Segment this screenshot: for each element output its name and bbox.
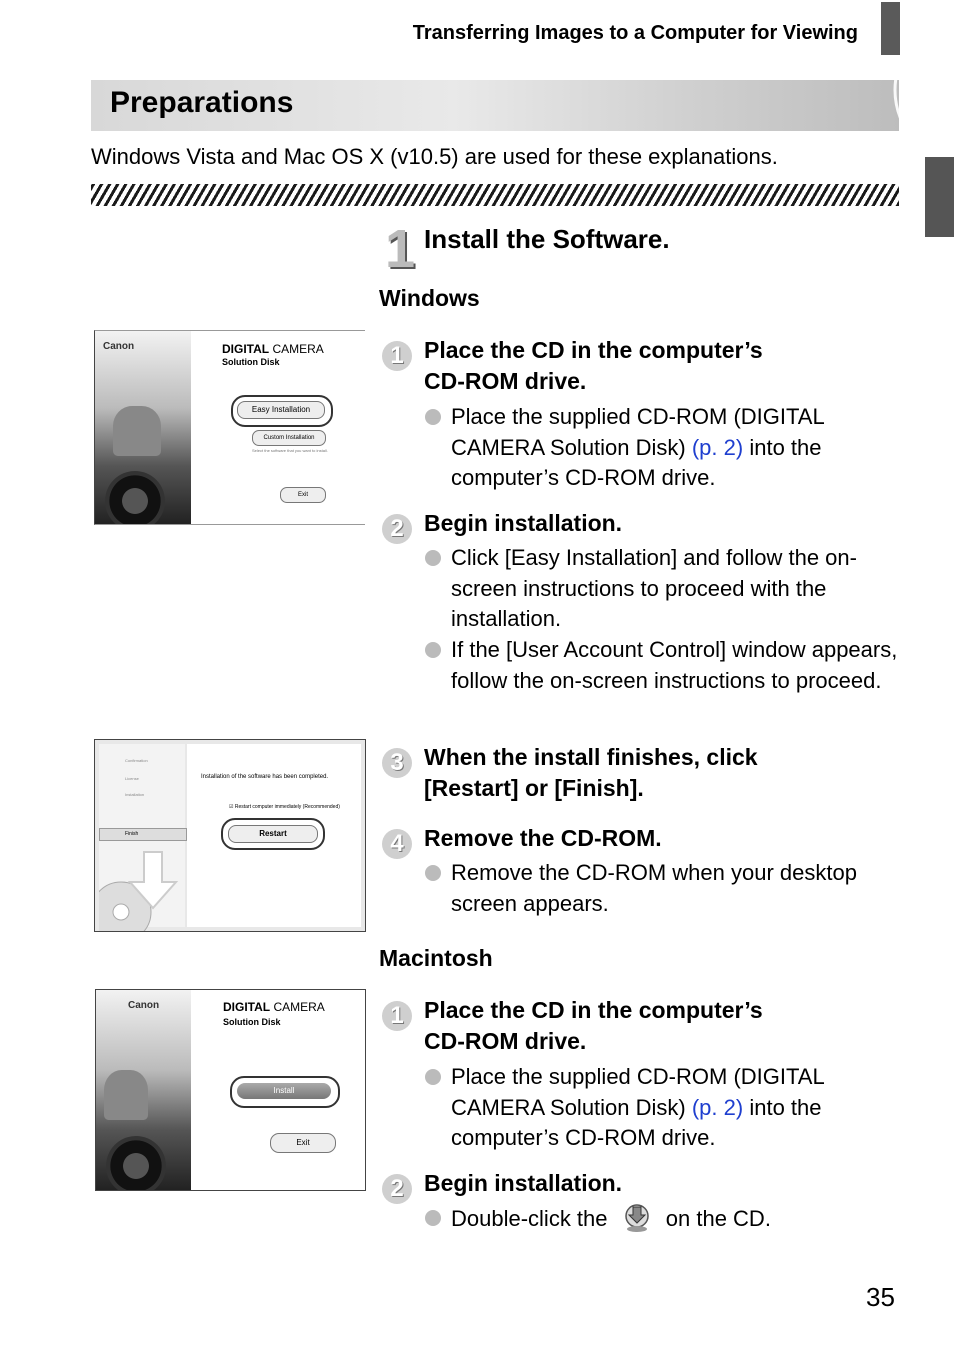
- camera-lens-icon: [106, 1136, 166, 1191]
- substep-number: 2: [382, 514, 412, 544]
- bullet-dot-icon: [425, 1069, 441, 1085]
- restart-button[interactable]: Restart: [228, 825, 318, 843]
- bullet-dot-icon: [425, 409, 441, 425]
- installer-disk-icon: [620, 1203, 654, 1233]
- exit-button[interactable]: Exit: [280, 487, 326, 503]
- photo-collage: Canon: [96, 990, 191, 1190]
- substep-number: 3: [382, 748, 412, 778]
- bullet-dot-icon: [425, 550, 441, 566]
- page-number: 35: [866, 1282, 895, 1312]
- camera-lens-icon: [105, 471, 165, 525]
- substep-number: 2: [382, 1174, 412, 1204]
- bullet-dot-icon: [425, 1210, 441, 1226]
- screenshot-mac-menu: Canon DIGITAL CAMERA Solution Disk Install Exit: [95, 989, 366, 1191]
- intro-text: Windows Vista and Mac OS X (v10.5) are used for these explanations.: [91, 144, 778, 169]
- macintosh-heading: Macintosh: [379, 945, 493, 971]
- bullet-item: Remove the CD-ROM when your desktop screen appears.: [451, 858, 911, 919]
- substep-title: When the install finishes, click [Restart] or [Finish].: [424, 744, 758, 801]
- bullet-item: Double-click the on the CD.: [451, 1203, 911, 1235]
- substep-number: 4: [382, 829, 412, 859]
- page-reference-link[interactable]: (p. 2): [691, 434, 744, 460]
- bullet-item: Place the supplied CD-ROM (DIGITAL CAMERA Solution Disk) (p. 2) into the computer’s CD-ROM drive.: [451, 1062, 911, 1154]
- cd-arrow-icon: [99, 844, 185, 932]
- custom-installation-button[interactable]: Custom Installation: [252, 430, 326, 446]
- bullet-item: Click [Easy Installation] and follow the on-screen instructions to proceed with the installation.: [451, 543, 911, 635]
- bullet-item: Place the supplied CD-ROM (DIGITAL CAMERA Solution Disk) (p. 2) into the computer’s CD-ROM drive.: [451, 402, 911, 494]
- install-button[interactable]: Install: [237, 1083, 331, 1099]
- substep-title: Begin installation.: [424, 510, 623, 536]
- chapter-side-tab: [925, 157, 954, 237]
- page-reference-link[interactable]: (p. 2): [691, 1094, 744, 1120]
- bullet-dot-icon: [425, 865, 441, 881]
- substep-title: Remove the CD-ROM.: [424, 825, 662, 851]
- screenshot-install-complete: Confirmation License Installation Finish Installation of the software has been completed. ☑ Restart computer immediately (Recommended) Restart: [94, 739, 366, 932]
- exit-button[interactable]: Exit: [270, 1133, 336, 1153]
- substep-number: 1: [382, 341, 412, 371]
- hatched-divider: [91, 184, 899, 206]
- photo-collage: Canon: [95, 331, 191, 524]
- windows-heading: Windows: [379, 285, 480, 311]
- substep-title: Begin installation.: [424, 1170, 623, 1196]
- easy-installation-button[interactable]: Easy Installation: [237, 401, 325, 419]
- bullet-dot-icon: [425, 642, 441, 658]
- substep-title: Place the CD in the computer’s CD-ROM drive.: [424, 997, 763, 1054]
- substep-number: 1: [382, 1001, 412, 1031]
- step-number: 1: [385, 219, 416, 279]
- bullet-item: If the [User Account Control] window appears, follow the on-screen instructions to proceed.: [451, 635, 911, 696]
- restart-checkbox[interactable]: ☑ Restart computer immediately (Recommended): [229, 804, 340, 810]
- header-tab-marker: [881, 2, 900, 55]
- step-title: Install the Software.: [424, 224, 670, 254]
- screenshot-windows-menu: Canon DIGITAL CAMERA Solution Disk Easy Installation Custom Installation Select the software that you want to install. Exit: [94, 330, 365, 525]
- section-title: Preparations: [110, 86, 294, 119]
- substep-title: Place the CD in the computer’s CD-ROM drive.: [424, 337, 763, 394]
- running-header: Transferring Images to a Computer for Viewing: [412, 22, 858, 44]
- wizard-steps-panel: Confirmation License Installation Finish: [99, 744, 185, 927]
